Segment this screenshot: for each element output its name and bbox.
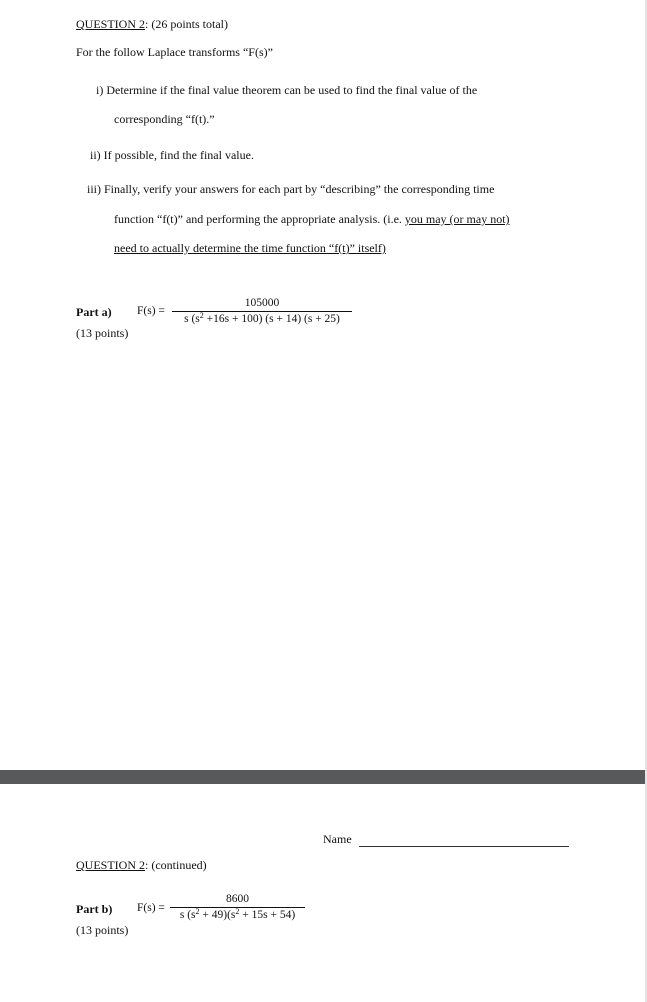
- name-field-line: [359, 846, 569, 847]
- den-exponent: 2: [199, 311, 204, 320]
- den-part: + 15s + 54): [239, 909, 296, 921]
- den-part: + 49)(s: [199, 909, 236, 921]
- page-separator: [0, 770, 647, 784]
- den-part: +16s + 100) (s + 14) (s + 25): [203, 313, 340, 325]
- den-part: s (s: [179, 909, 196, 921]
- item-iii-line2: [114, 212, 510, 227]
- den-exponent: 2: [235, 907, 240, 916]
- item-iii-line2-underlined: you may (or may not): [404, 212, 510, 226]
- part-b-denominator: [170, 909, 305, 922]
- part-a-label: Part a): [76, 305, 112, 319]
- name-label: Name: [323, 832, 352, 846]
- part-b-fraction: [170, 893, 305, 922]
- item-iii-line1: iii) Finally, verify your answers for each part by “describing” the corresponding time: [87, 182, 495, 196]
- item-iii-line3: need to actually determine the time function “f(t)” itself): [114, 241, 386, 255]
- question-heading: [76, 17, 228, 32]
- question-heading-label: QUESTION 2: [76, 858, 145, 872]
- part-a-lhs: F(s) =: [137, 305, 165, 317]
- den-exponent: 2: [195, 907, 200, 916]
- part-a-fraction: [172, 297, 352, 326]
- part-a-denominator: [172, 313, 352, 326]
- item-i-line2: corresponding “f(t).”: [114, 112, 215, 126]
- question-continued-heading: [76, 858, 207, 873]
- part-b-label: Part b): [76, 902, 113, 916]
- item-iii-line2-plain: function “f(t)” and performing the appropriate analysis. (i.e.: [114, 212, 405, 226]
- part-b-numerator: 8600: [226, 893, 249, 905]
- part-b-points: (13 points): [76, 923, 129, 937]
- intro-text: For the follow Laplace transforms “F(s)”: [76, 45, 273, 59]
- item-ii: ii) If possible, find the final value.: [90, 148, 254, 162]
- question-heading-points: : (26 points total): [145, 17, 228, 31]
- part-b-lhs: F(s) =: [137, 902, 165, 914]
- question-heading-continued: : (continued): [145, 858, 207, 872]
- item-i-line1: i) Determine if the final value theorem can be used to find the final value of the: [96, 83, 478, 97]
- den-part: s (s: [184, 313, 200, 325]
- part-a-points: (13 points): [76, 326, 129, 340]
- question-heading-label: QUESTION 2: [76, 17, 145, 31]
- part-a-numerator: 105000: [244, 297, 280, 309]
